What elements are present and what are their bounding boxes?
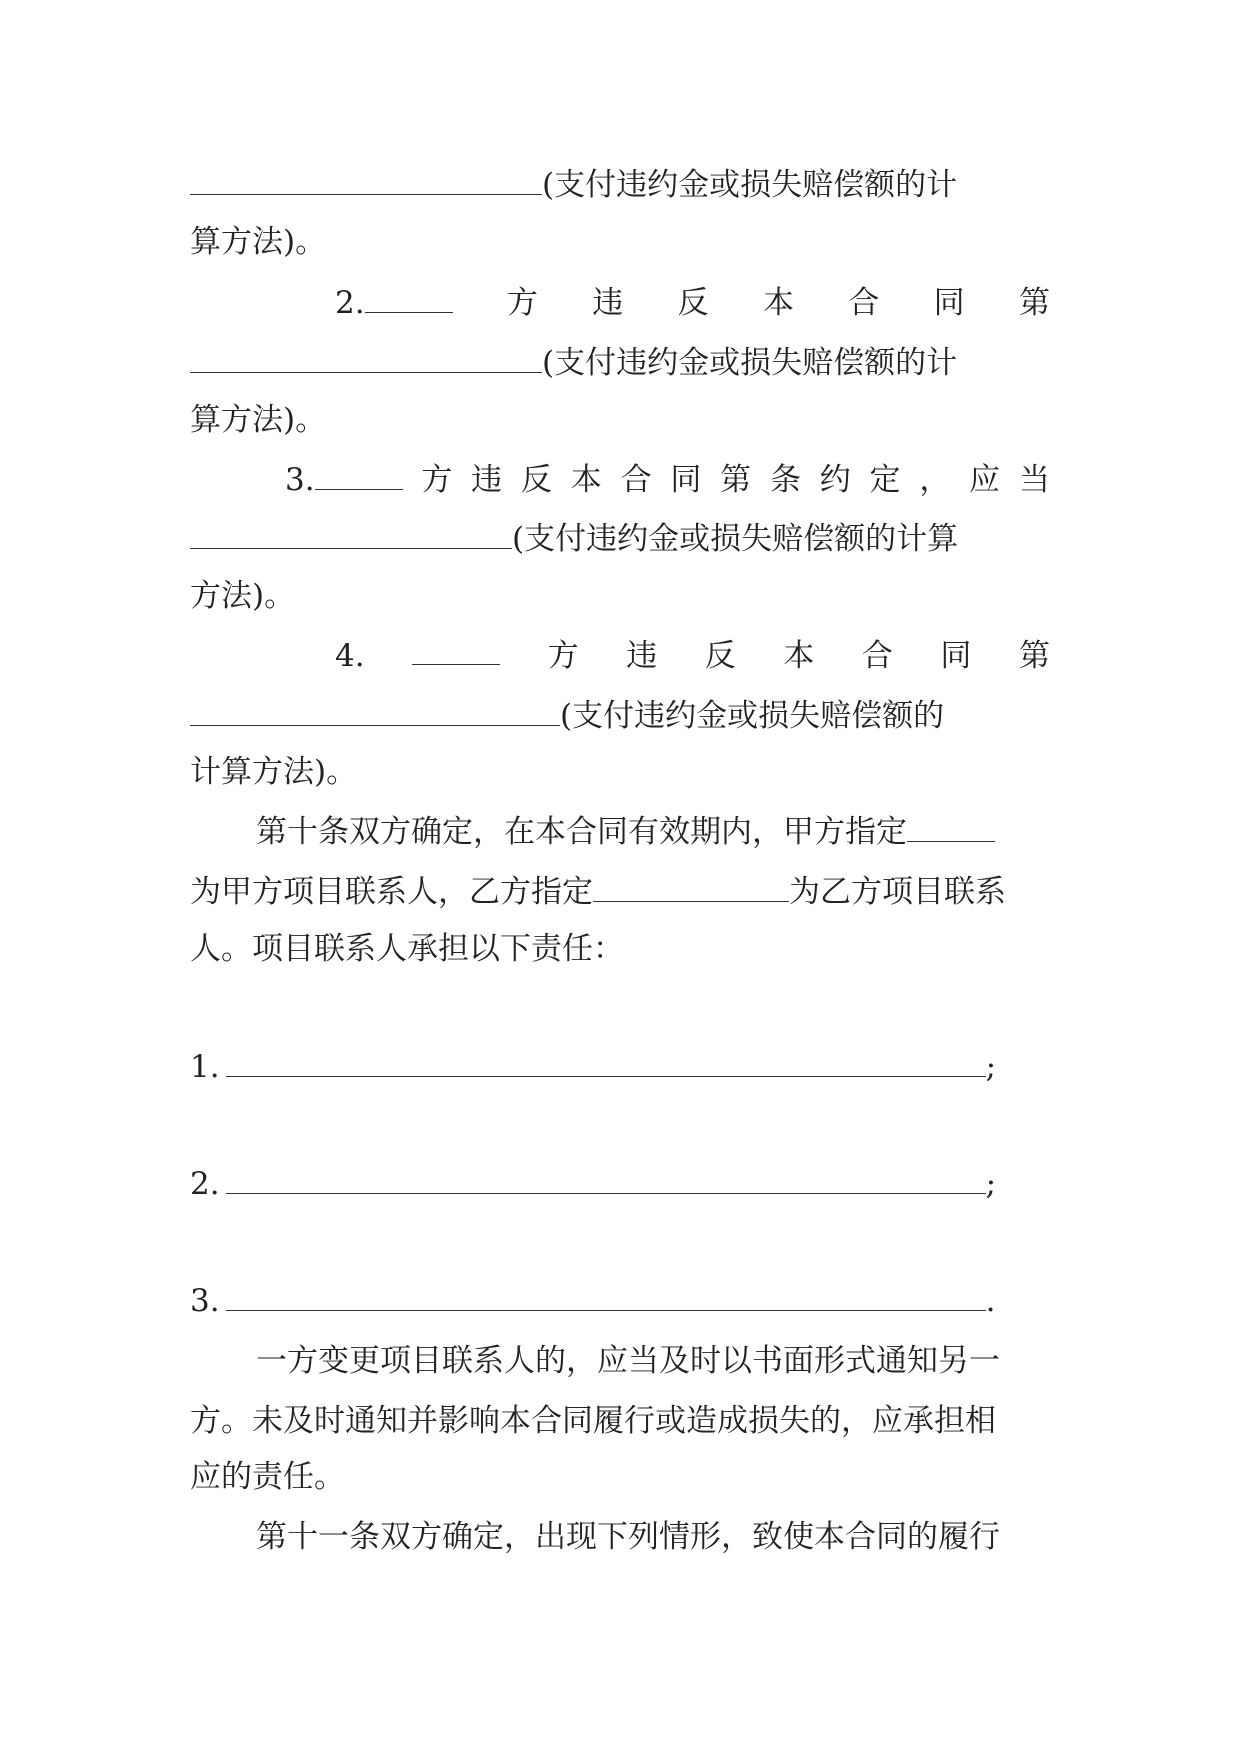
line-text: (支付违约金或损失赔偿额的计 [542,167,958,203]
article-10-line-2 [190,870,1050,914]
responsibility-item-2: 2. ; [190,1162,1050,1206]
article-11-line: 第十一条双方确定，出现下列情形，致使本合同的履行 [256,1519,1000,1555]
line-item-3 [285,458,1050,502]
responsibility-item-1: 1. ; [190,1045,1050,1089]
fill-blank[interactable] [593,871,789,902]
item-number: 4. [335,638,365,674]
spaced-char: 违 [471,462,503,498]
fill-blank[interactable] [226,1280,986,1311]
spaced-char: 同 [670,462,702,498]
spaced-char: 本 [762,285,794,321]
line-text: 方。未及时通知并影响本合同履行或造成损失的，应承担相 [190,1403,996,1439]
line-item-4 [335,634,1050,678]
spaced-char: 违 [626,638,658,674]
line-text: 计算方法)。 [190,754,358,790]
fill-blank[interactable] [190,518,512,549]
item-number: 3. [285,458,403,502]
fill-blank[interactable] [315,459,403,490]
line-text: 为乙方项目联系 [789,874,1006,910]
line-text: 第十条双方确定，在本合同有效期内，甲方指定 [256,814,907,850]
item-number: 2. [335,281,453,325]
spaced-char: 定 [869,462,901,498]
line-text: (支付违约金或损失赔偿额的计 [542,345,958,381]
spaced-char: 应 [969,462,1001,498]
fill-blank[interactable] [226,1163,986,1194]
spaced-char: 合 [620,462,652,498]
fill-blank[interactable] [365,282,453,313]
spaced-char: 第 [720,462,752,498]
fill-blank[interactable] [907,811,995,842]
spaced-char: 合 [861,638,893,674]
spaced-char: 条 [769,462,801,498]
line-penalty-4-cont [190,694,1050,738]
line-text: (支付违约金或损失赔偿额的计算 [512,521,959,557]
spaced-char: 方 [547,638,579,674]
line-text: (支付违约金或损失赔偿额的 [560,698,945,734]
spaced-char: 反 [677,285,709,321]
spaced-char: 第 [1018,285,1050,321]
spaced-char: 同 [933,285,965,321]
spaced-char: 本 [570,462,602,498]
line-item-2 [335,281,1050,325]
line-text: 算方法)。 [190,402,327,438]
fill-blank[interactable] [412,634,500,665]
responsibility-item-3: 3. . [190,1279,1050,1323]
line-penalty-1-cont [190,163,1050,207]
spaced-char: 反 [704,638,736,674]
line-text: 一方变更项目联系人的，应当及时以书面形式通知另一 [256,1343,1000,1379]
fill-blank[interactable] [226,1046,986,1077]
spaced-char: 方 [506,285,538,321]
spaced-char: 当 [1018,462,1050,498]
spaced-char: 方 [421,462,453,498]
fill-blank[interactable] [190,695,560,726]
line-text: 人。项目联系人承担以下责任： [190,931,624,967]
spaced-char: 本 [783,638,815,674]
line-text: 为甲方项目联系人，乙方指定 [190,874,593,910]
spaced-char: ， [919,462,951,498]
line-penalty-2-cont [190,341,1050,385]
fill-blank[interactable] [190,164,542,195]
article-10-line [256,810,1050,854]
spaced-char: 反 [520,462,552,498]
fill-blank[interactable] [190,342,542,373]
line-penalty-3-cont [190,517,1050,561]
spaced-char: 约 [819,462,851,498]
spaced-char: 违 [592,285,624,321]
line-text: 算方法)。 [190,224,327,260]
line-text: 应的责任。 [190,1459,345,1495]
spaced-char: 同 [940,638,972,674]
spaced-char: 第 [1018,638,1050,674]
line-text: 方法)。 [190,578,296,614]
spaced-char: 合 [848,285,880,321]
